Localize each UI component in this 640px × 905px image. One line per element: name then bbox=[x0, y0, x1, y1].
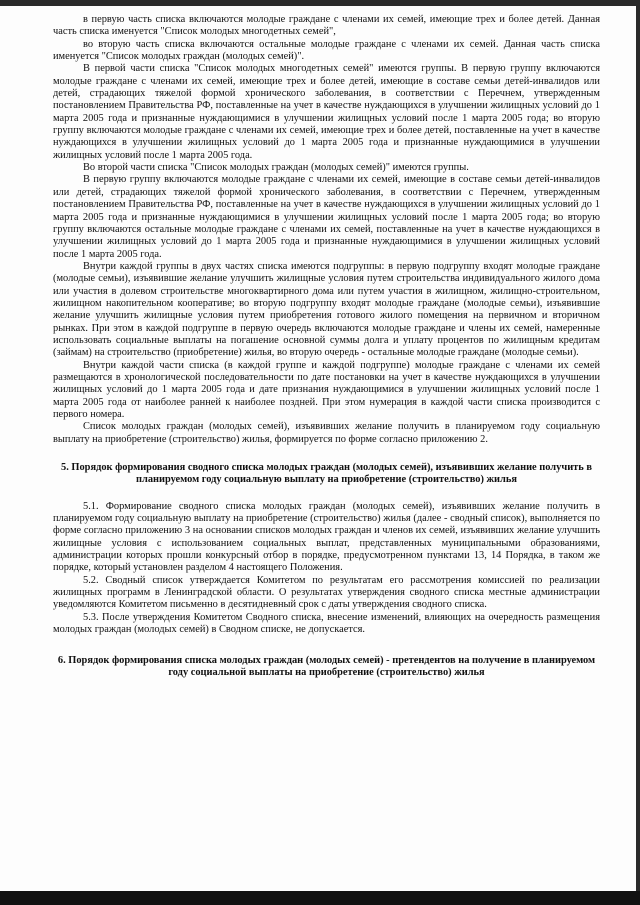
scan-border-bottom bbox=[0, 891, 640, 905]
paragraph-5-3: 5.3. После утверждения Комитетом Сводного списка, внесение изменений, влияющих на очередность размещения молодых граждан (молодых семей) в Сводном списке, не допускается. bbox=[53, 611, 600, 636]
paragraph-5-2: 5.2. Сводный список утверждается Комитетом по результатам его рассмотрения комиссией по реализации жилищных программ в Ленинградской области. О результатах утверждения сводного списка местные администрации уведомляются Комитетом письменно в десятидневный срок с даты утверждения сводного списка. bbox=[53, 574, 600, 611]
section-6-heading: 6. Порядок формирования списка молодых граждан (молодых семей) - претендентов на получение в планируемом году социальной выплаты на приобретение (строительство) жилья bbox=[57, 654, 596, 678]
paragraph-list-form: Список молодых граждан (молодых семей), изъявивших желание получить в планируемом году социальную выплату на приобретение (строительство) жилья, формируется по форме согласно приложению 2. bbox=[53, 421, 600, 445]
paragraph-first-part-groups: В первой части списка "Список молодых многодетных семей" имеются группы. В первую группу включаются молодые граждане с членами их семей, имеющие трех и более детей, имеющие в составе семьи детей-инвалидов или детей, страдающих тяжелой формой хронического заболевания, в соответствии с Перечнем, утвержденным постановлением Правительства РФ, поставленные на учет в качестве нуждающихся в улучшении жилищных условий до 1 марта 2005 года и признанные нуждающимися в улучшении жилищных условий после 1 марта 2005 года; во вторую группу включаются молодые граждане с членами их семей, имеющие трех и более детей, поставленные на учет в качестве нуждающихся в улучшении жилищных условий до 1 марта 2005 года и признанные нуждающимися в улучшении жилищных условий после 1 марта 2005 года. bbox=[53, 63, 600, 161]
scan-border-top bbox=[0, 0, 640, 6]
paragraph-subgroups: Внутри каждой группы в двух частях списка имеются подгруппы: в первую подгруппу входят молодые граждане (молодые семьи), изъявившие желание улучшить жилищные условия путем строительства индивидуального жилого дома или участия в долевом строительстве многоквартирного дома или путем участия в жилищном, жилищно-строительном, жилищном накопительном кооперативе; во вторую подгруппу входят молодые граждане (молодые семьи), изъявившие желание улучшить жилищные условия путем приобретения готового жилого помещения на первичном и вторичном рынках. При этом в каждой подгруппе в первую очередь включаются молодые граждане и члены их семей, намеренные использовать социальные выплаты на погашение основной суммы долга и уплату процентов по жилищным кредитам (займам) на строительство (приобретение) жилья, во вторую очередь - остальные молодые граждане (молодые семьи). bbox=[53, 260, 600, 359]
section-5-heading: 5. Порядок формирования сводного списка молодых граждан (молодых семей), изъявивших желание получить в планируемом году социальную выплату на приобретение (строительство) жилья bbox=[61, 462, 592, 486]
paragraph-list-part-one: в первую часть списка включаются молодые граждане с членами их семей, имеющие трех и более детей. Данная часть списка именуется "Список молодых многодетных семей", bbox=[53, 14, 600, 38]
paragraph-5-1: 5.1. Формирование сводного списка молодых граждан (молодых семей), изъявивших желание получить в планируемом году социальную выплату на приобретение (строительство) жилья (далее - сводный список), выполняется по форме согласно приложению 3 на основании списков молодых граждан и членов их семей, изъявивших желание улучшить жилищные условия с использованием социальных выплат, представленных муниципальными образованиями, администрации которых прошли конкурсный отбор в порядке, предусмотренном пунктами 13, 14 Порядка, в таком же порядке, который установлен разделом 4 настоящего Положения. bbox=[53, 500, 600, 574]
paragraph-second-part-first-group: В первую группу включаются молодые граждане с членами их семей, имеющие в составе семьи детей-инвалидов или детей, страдающих тяжелой формой хронического заболевания, в соответствии с Перечнем, утвержденным постановлением Правительства РФ, поставленные на учет в качестве нуждающихся в улучшении жилищных условий до 1 марта 2005 года и признанные нуждающимися в улучшении жилищных условий после 1 марта 2005 года; во вторую группу включаются остальные молодые граждане с членами их семей, поставленные на учет в качестве нуждающихся в улучшении жилищных условий до 1 марта 2005 года и признанные нуждающимися в улучшении жилищных условий после 1 марта 2005 года. bbox=[53, 174, 600, 260]
paragraph-list-part-two: во вторую часть списка включаются остальные молодые граждане с членами их семей. Данная часть списка именуется "Список молодых граждан (молодых семей)". bbox=[53, 38, 600, 63]
document-body bbox=[53, 14, 600, 679]
paragraph-chronological-order: Внутри каждой части списка (в каждой группе и каждой подгруппе) молодые граждане с членами их семей размещаются в хронологической последовательности по дате постановки на учет в качестве нуждающихся в улучшении жилищных условий до 1 марта 2005 года и дате признания нуждающимися в улучшении жилищных условий после 1 марта 2005 года от наиболее ранней к наиболее поздней. При этом нумерация в каждой части списка производится с первого номера. bbox=[53, 359, 600, 420]
paragraph-second-part-groups: Во второй части списка "Список молодых граждан (молодых семей)" имеются группы. bbox=[83, 162, 469, 174]
scan-border-right bbox=[636, 0, 640, 905]
